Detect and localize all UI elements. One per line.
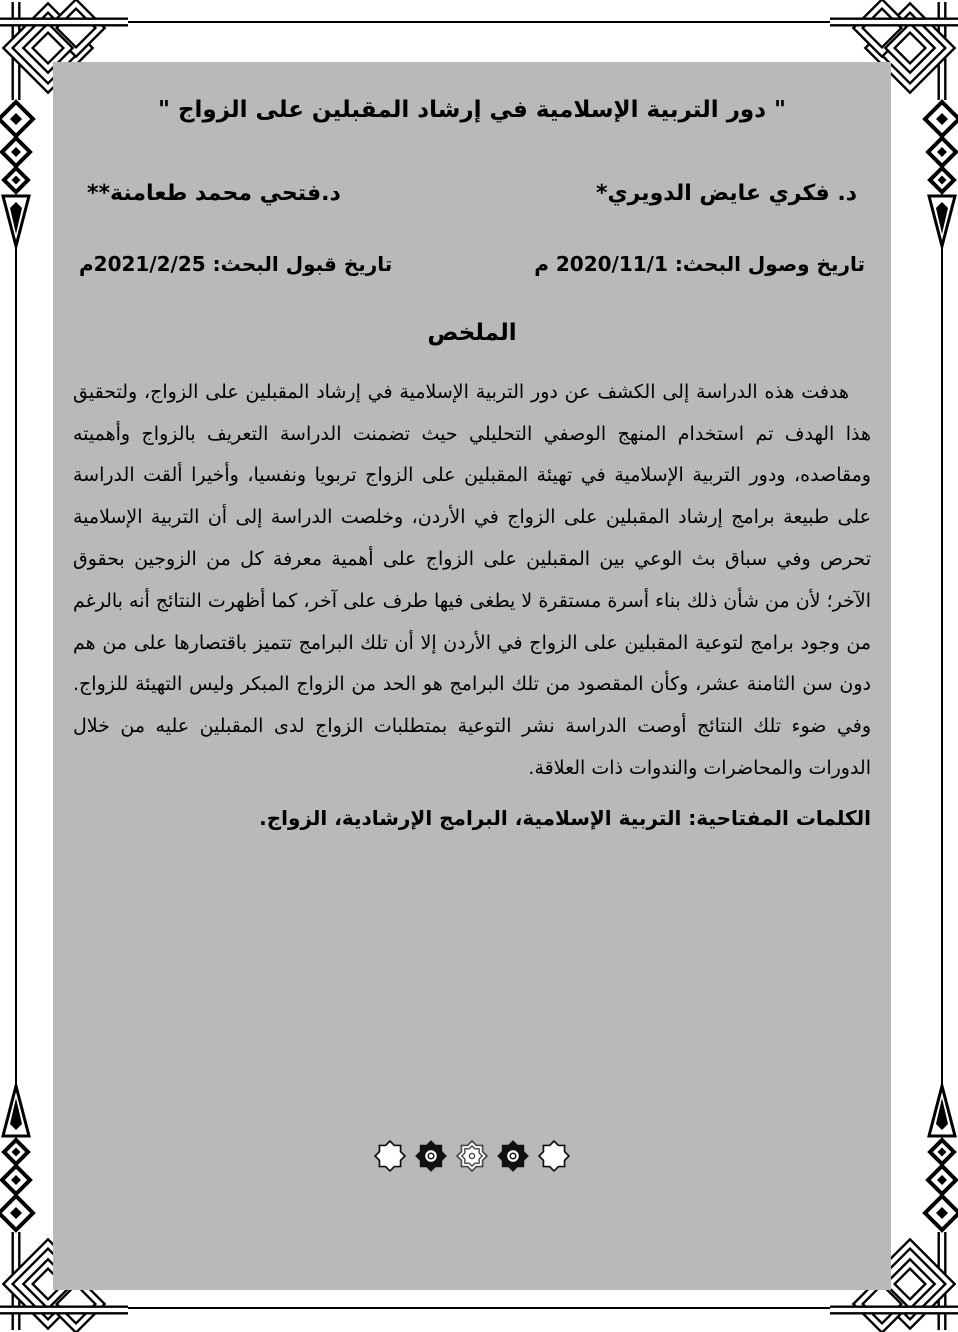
keywords-line: الكلمات المفتاحية: التربية الإسلامية، البرامج الإرشادية، الزواج. <box>259 805 871 830</box>
date-received: تاريخ وصول البحث: 2020/11/1 م <box>534 251 865 276</box>
author-secondary: د.فتحي محمد طعامنة** <box>87 180 341 206</box>
ornament-divider <box>53 1140 891 1172</box>
frame-line-right <box>941 274 943 1058</box>
abstract-panel <box>53 62 891 1290</box>
frame-line-left <box>15 274 17 1058</box>
dates-row <box>53 252 891 276</box>
paper-title: " دور التربية الإسلامية في إرشاد المقبلين على الزواج " <box>157 97 787 123</box>
authors-row <box>53 181 891 206</box>
rosette-filled-icon <box>497 1140 529 1172</box>
eight-point-star-outline-icon <box>374 1140 406 1172</box>
author-primary: د. فكري عايض الدويري* <box>595 180 857 206</box>
frame-line-top <box>98 21 860 23</box>
abstract-heading: الملخص <box>427 319 517 346</box>
date-accepted: تاريخ قبول البحث: 2021/2/25م <box>79 251 393 276</box>
rosette-filled-icon <box>415 1140 447 1172</box>
abstract-body: هدفت هذه الدراسة إلى الكشف عن دور التربية الإسلامية في إرشاد المقبلين على الزواج، ولتحقيق هذا الهدف تم استخدام المنهج الوصفي التحليلي حيث تضمنت الدراسة التعريف بالزواج وأهميته ومقاصده، ودور التربية الإسلامية في تهيئة المقبلين على الزواج تربويا ونفسيا، وأخيرا ألقت الدراسة على طبيعة برامج إرشاد المقبلين على الزواج في الأردن، وخلصت الدراسة إلى أن التربية الإسلامية تحرص وفي سباق بث الوعي بين المقبلين على الزواج على أهمية معرفة كل من الزوجين بحقوق الآخر؛ لأن من شأن ذلك بناء أسرة مستقرة لا يطغى فيها طرف على آخر، كما أظهرت النتائج أنه بالرغم من وجود برامج لتوعية المقبلين على الزواج في الأردن إلا أن تلك البرامج تتميز باقتصارها على من هم دون سن الثامنة عشر، وكأن المقصود من تلك البرامج هو الحد من الزواج المبكر وليس التهيئة للزواج. وفي ضوء تلك النتائج أوصت الدراسة نشر التوعية بمتطلبات الزواج لدى المقبلين عليه من خلال الدورات والمحاضرات والندوات ذات العلاقة. <box>73 380 871 779</box>
frame-line-bottom <box>98 1307 860 1309</box>
eight-point-star-outline-icon <box>538 1140 570 1172</box>
rosette-ornate-icon <box>456 1140 488 1172</box>
